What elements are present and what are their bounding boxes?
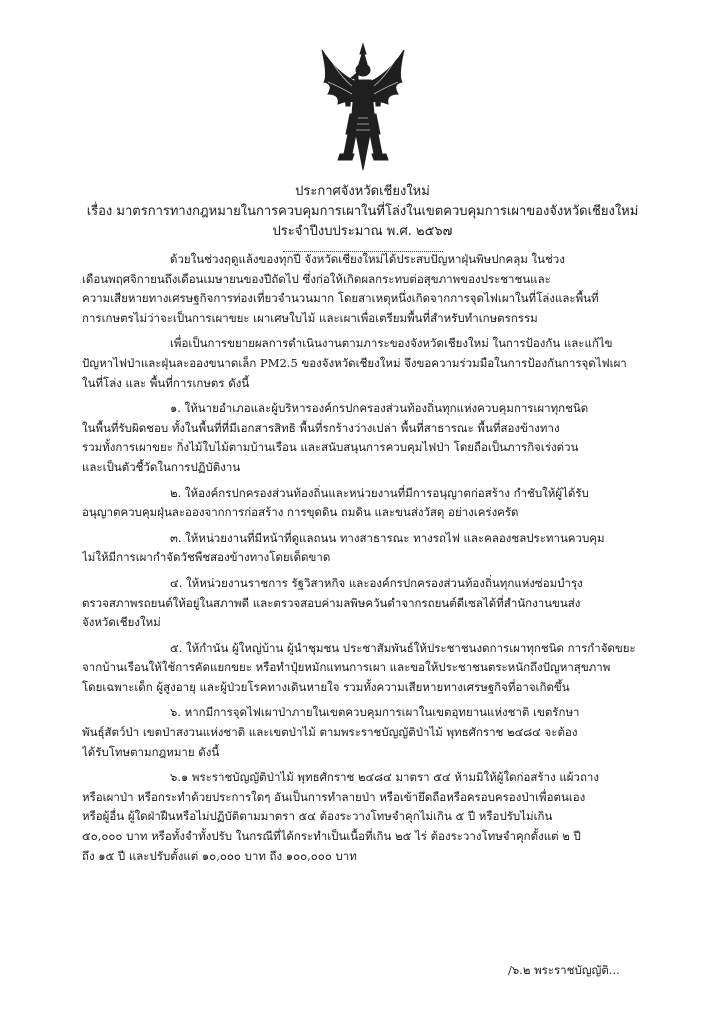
text-line: ๖.๑ พระราชบัญญัติป่าไม้ พุทธศักราช ๒๔๘๔ มาตรา ๕๔ ห้ามมิให้ผู้ใดก่อสร้าง แผ้วถาง <box>170 770 599 785</box>
paragraph-item-6-1 <box>82 768 672 866</box>
text-line: การเกษตรไม่ว่าจะเป็นการเผาขยะ เผาเศษใบไม้ และเผาเพื่อเตรียมพื้นที่สำหรับทำเกษตรกรรม <box>82 310 538 325</box>
paragraph-item-3 <box>82 529 672 568</box>
document-header <box>40 182 685 252</box>
text-line: ๕. ให้กำนัน ผู้ใหญ่บ้าน ผู้นำชุมชน ประชาสัมพันธ์ให้ประชาชนงดการเผาทุกชนิด การกำจัดขยะ <box>170 640 636 655</box>
paragraph-intro <box>82 250 672 328</box>
text-line: ๒. ให้องค์กรปกครองส่วนท้องถิ่นและหน่วยงานที่มีการอนุญาตก่อสร้าง กำชับให้ผู้ได้รับ <box>170 485 589 500</box>
paragraph-item-2 <box>82 484 672 523</box>
text-line: พันธุ์สัตว์ป่า เขตป่าสงวนแห่งชาติ และเขตป่าไม้ ตามพระราชบัญญัติป่าไม้ พุทธศักราช ๒๔๘๔ จะต้อง <box>82 725 578 740</box>
text-line: หรือเผาป่า หรือกระทำด้วยประการใดๆ อันเป็นการทำลายป่า หรือเข้ายึดถือหรือครอบครองป่าเพื่อตนเอง <box>82 789 586 804</box>
text-line: ในที่โล่ง และ พื้นที่การเกษตร ดังนี้ <box>82 375 250 390</box>
page-continuation-marker: /๖.๒ พระราชบัญญัติ... <box>508 963 620 977</box>
text-line: ได้รับโทษตามกฎหมาย ดังนี้ <box>82 744 220 759</box>
paragraph-item-5 <box>82 639 672 698</box>
announcement-title: ประกาศจังหวัดเชียงใหม่ <box>295 184 430 199</box>
announcement-subject: เรื่อง มาตรการทางกฎหมายในการควบคุมการเผาในที่โล่งในเขตควบคุมการเผาของจังหวัดเชียงใหม่ <box>86 204 639 219</box>
text-line: ๖. หากมีการจุดไฟเผาป่าภายในเขตควบคุมการเผาในเขตอุทยานแห่งชาติ เขตรักษา <box>170 705 580 720</box>
paragraph-item-6 <box>82 703 672 762</box>
text-line: ความเสียหายทางเศรษฐกิจการท่องเที่ยวจำนวนมาก โดยสาเหตุหนึ่งเกิดจากการจุดไฟเผาในที่โล่งและพื้นที่ <box>82 291 599 306</box>
text-line: ถึง ๑๕ ปี และปรับตั้งแต่ ๑๐,๐๐๐ บาท ถึง ๑๐๐,๐๐๐ บาท <box>82 848 357 863</box>
announcement-fiscal-year: ประจำปีงบประมาณ พ.ศ. ๒๕๖๗ <box>272 224 453 239</box>
text-line: ปัญหาไฟป่าและฝุ่นละอองขนาดเล็ก PM2.5 ของจังหวัดเชียงใหม่ จึงขอความร่วมมือในการป้องกันการจุดไฟเผา <box>82 355 627 370</box>
text-line: ๔. ให้หน่วยงานราชการ รัฐวิสาหกิจ และองค์กรปกครองส่วนท้องถิ่นทุกแห่งซ่อมบำรุง <box>170 575 583 590</box>
text-line: ๓. ให้หน่วยงานที่มีหน้าที่ดูแลถนน ทางสาธารณะ ทางรถไฟ และคลองชลประทานควบคุม <box>170 530 605 545</box>
text-line: รวมทั้งการเผาขยะ กิ่งไม้ใบไม้ตามบ้านเรือน และสนับสนุนการควบคุมไฟป่า โดยถือเป็นภารกิจเร่งด่วน <box>82 440 579 455</box>
text-line: ไม่ให้มีการเผากำจัดวัชพืชสองข้างทางโดยเด็ดขาด <box>82 550 331 565</box>
text-line: เพื่อเป็นการขยายผลการดำเนินงานตามภาระของจังหวัดเชียงใหม่ ในการป้องกัน และแก้ไข <box>170 336 613 351</box>
garuda-emblem-icon <box>318 42 408 174</box>
text-line: อนุญาตควบคุมฝุ่นละอองจากการก่อสร้าง การขุดดิน ถมดิน และขนส่งวัสดุ อย่างเคร่งครัด <box>82 505 519 520</box>
text-line: โดยเฉพาะเด็ก ผู้สูงอายุ และผู้ป่วยโรคทางเดินหายใจ รวมทั้งความเสียหายทางเศรษฐกิจที่อาจเกิดขึ้น <box>82 679 570 694</box>
text-line: ๕๐,๐๐๐ บาท หรือทั้งจำทั้งปรับ ในกรณีที่ได้กระทำเป็นเนื้อที่เกิน ๒๕ ไร่ ต้องระวางโทษจำคุกตั้งแต่ ๒ ปี <box>82 829 581 844</box>
text-line: จังหวัดเชียงใหม่ <box>82 615 161 630</box>
text-line: ๑. ให้นายอำเภอและผู้บริหารองค์กรปกครองส่วนท้องถิ่นทุกแห่งควบคุมการเผาทุกชนิด <box>170 401 589 416</box>
text-line: จากบ้านเรือนให้ใช้การคัดแยกขยะ หรือทำปุ๋ยหมักแทนการเผา และขอให้ประชาชนตระหนักถึงปัญหาสุขภาพ <box>82 660 611 675</box>
text-line: และเป็นตัวชี้วัดในการปฏิบัติงาน <box>82 459 241 474</box>
paragraph-item-1 <box>82 399 672 477</box>
paragraph-item-4 <box>82 574 672 633</box>
text-line: เดือนพฤศจิกายนถึงเดือนเมษายนของปีถัดไป ซึ่งก่อให้เกิดผลกระทบต่อสุขภาพของประชาชนและ <box>82 271 551 286</box>
document-body <box>82 250 672 872</box>
text-line: ในพื้นที่รับผิดชอบ ทั้งในพื้นที่ที่มีเอกสารสิทธิ พื้นที่รกร้างว่างเปล่า พื้นที่สาธารณะ พื้นที่สองข้างทาง <box>82 420 560 435</box>
text-line: ตรวจสภาพรถยนต์ให้อยู่ในสภาพดี และตรวจสอบค่ามลพิษควันดำจากรถยนต์ดีเซลได้ที่สำนักงานขนส่ง <box>82 595 581 610</box>
text-line: ด้วยในช่วงฤดูแล้งของทุกปี จังหวัดเชียงใหม่ได้ประสบปัญหาฝุ่นพิษปกคลุม ในช่วง <box>170 252 565 266</box>
text-line: หรือผู้อื่น ผู้ใดฝ่าฝืนหรือไม่ปฏิบัติตามมาตรา ๕๔ ต้องระวางโทษจำคุกไม่เกิน ๕ ปี หรือปรับไม่เกิน <box>82 809 553 824</box>
paragraph-purpose <box>82 334 672 393</box>
